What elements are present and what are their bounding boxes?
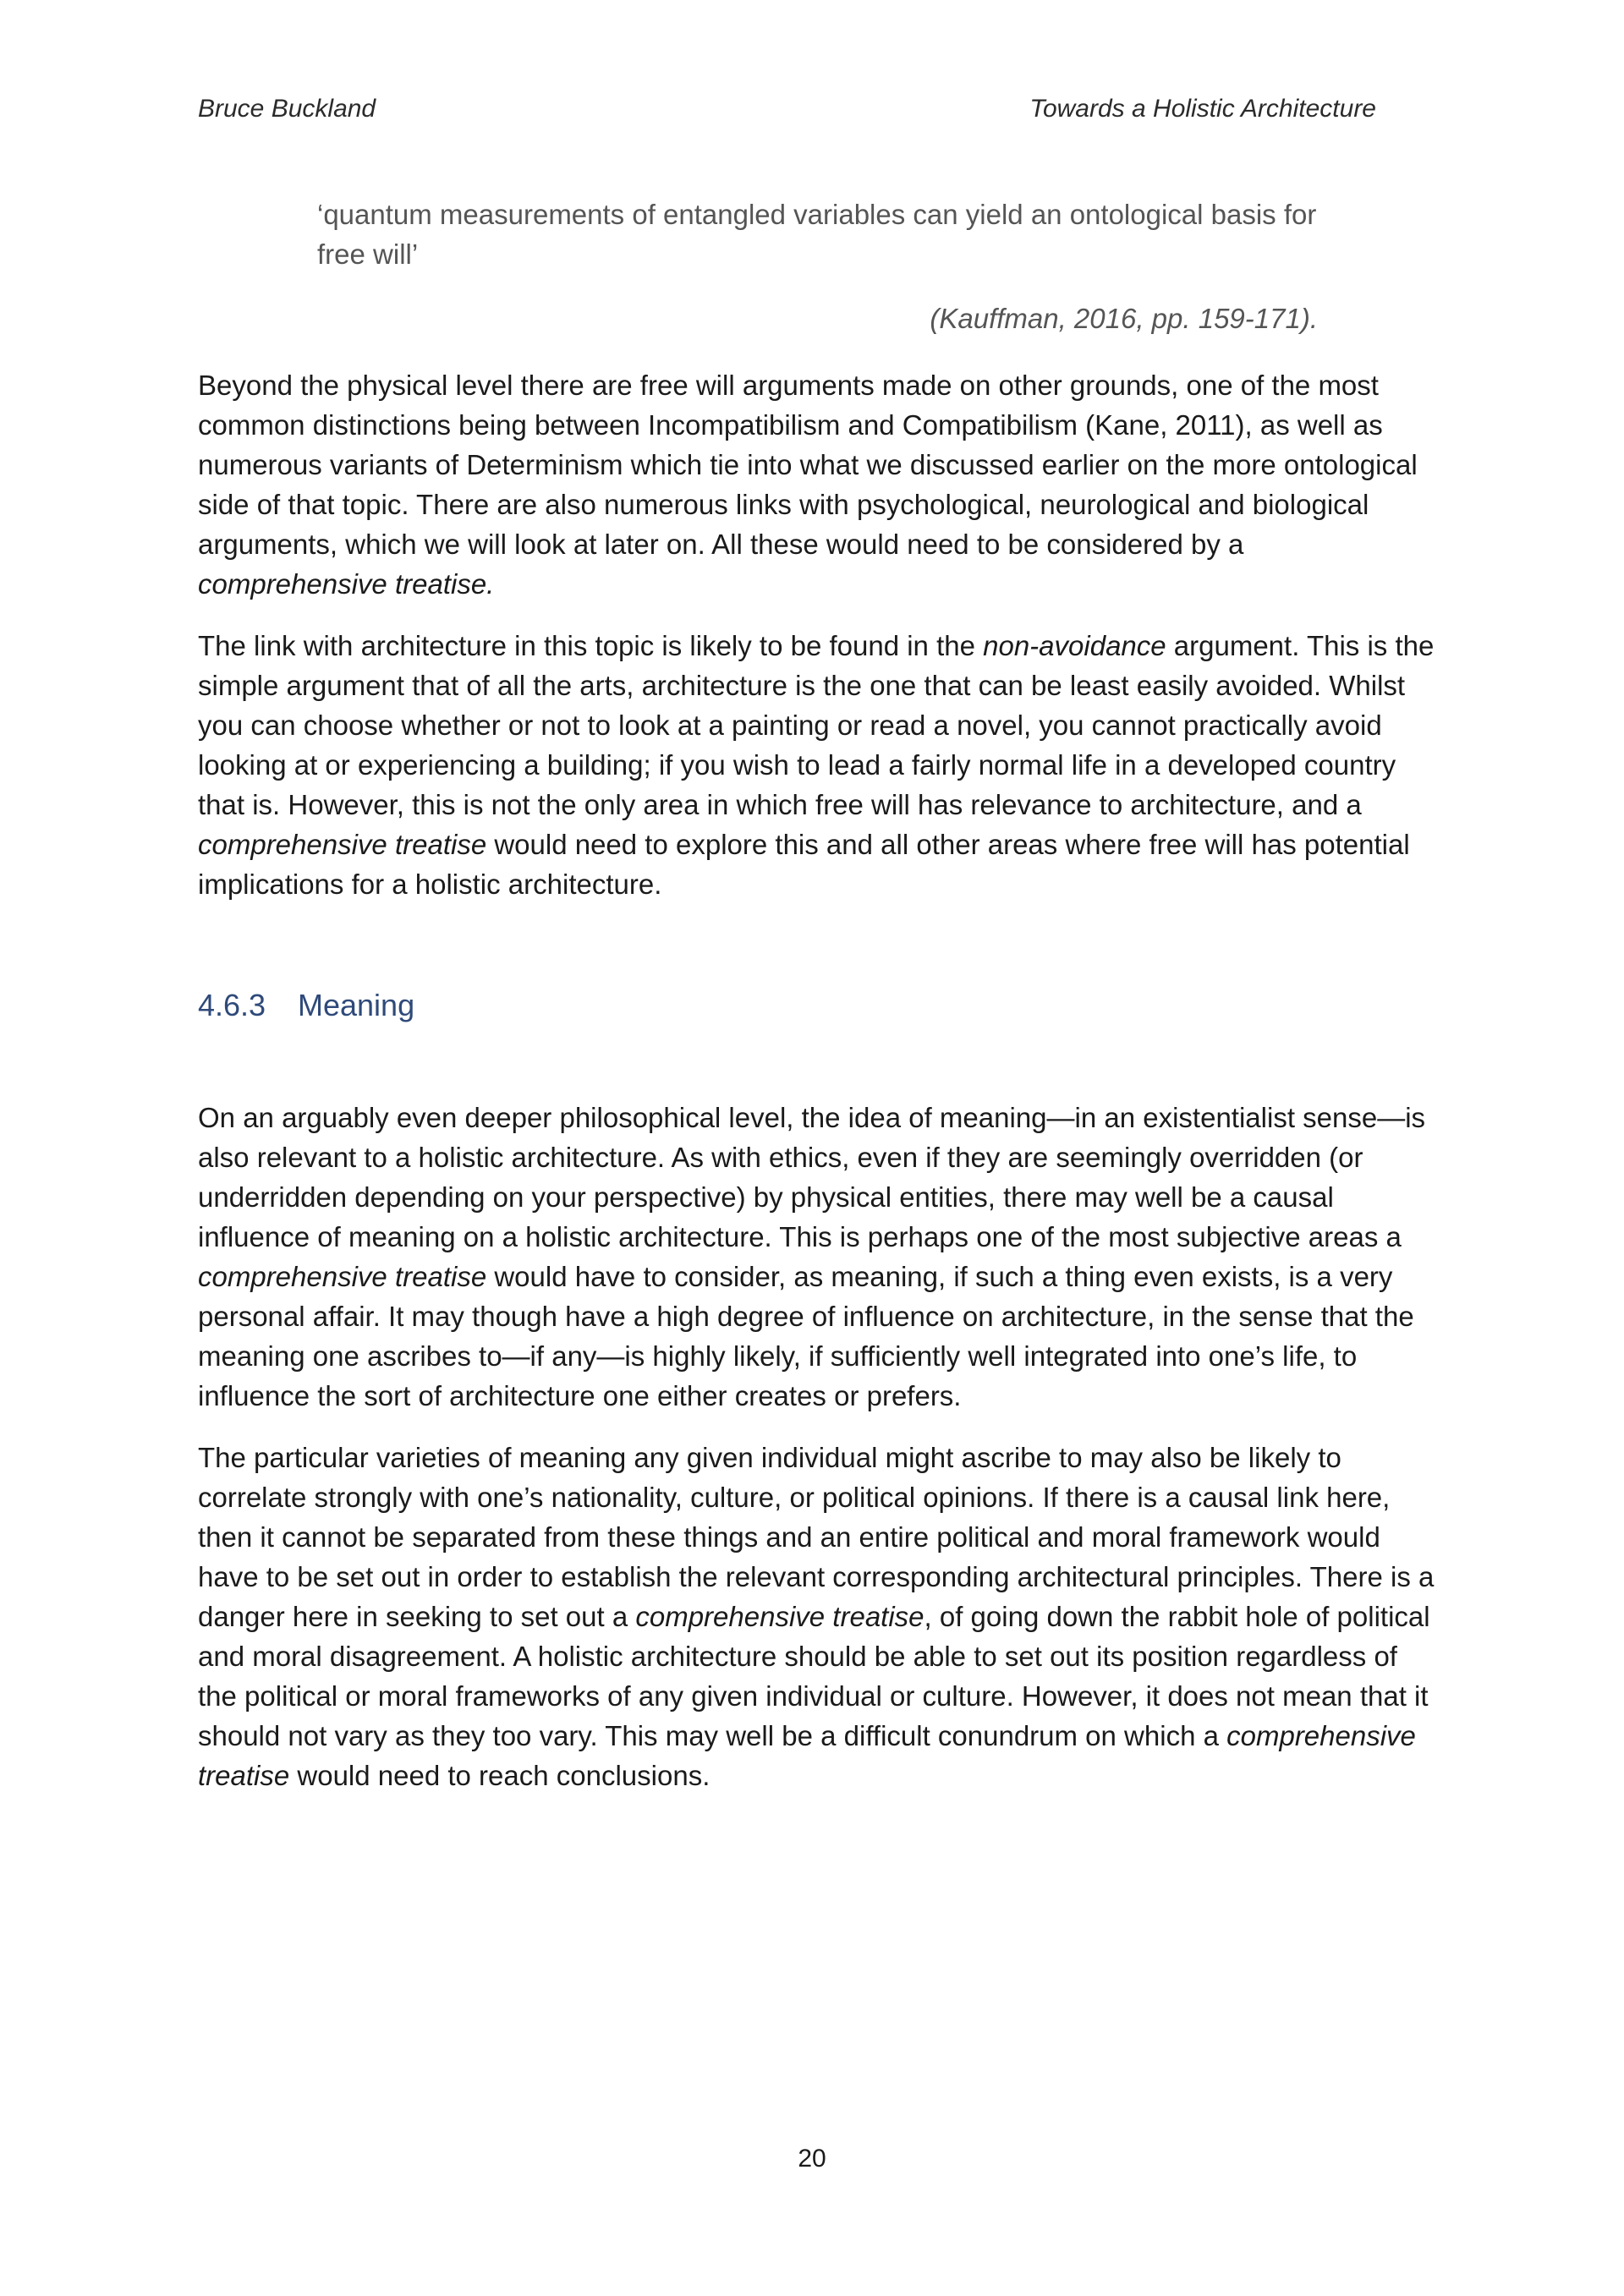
emphasis-text: comprehensive treatise bbox=[635, 1601, 924, 1632]
paragraph-text: would need to explore this and all other areas where free will has potential implications for a holistic architecture. bbox=[198, 829, 1410, 900]
emphasis-text: comprehensive treatise bbox=[198, 829, 487, 860]
paragraph-text: Beyond the physical level there are free will arguments made on other grounds, one of the most common distinctions being between Incompatibilism and Compatibilism (Kane, 2011), as well as numerous variants of Determinism which tie into what we discussed earlier on the more ontological side of that topic. There are also numerous links with psychological, neurological and biological arguments, which we will look at later on. All these would need to be considered by a bbox=[198, 370, 1418, 560]
paragraph-text: would have to consider, as meaning, if such a thing even exists, is a very personal affair. It may though have a high degree of influence on architecture, in the sense that the meaning one ascribes to—if any—is highly likely, if sufficiently well integrated into one’s life, to influence the sort of architecture one either creates or prefers. bbox=[198, 1261, 1414, 1411]
paragraph-non-avoidance bbox=[198, 626, 1440, 904]
running-header-title: Towards a Holistic Architecture bbox=[1029, 95, 1376, 123]
page-number: 20 bbox=[798, 2145, 826, 2173]
section-heading bbox=[198, 988, 414, 1023]
paragraph-meaning bbox=[198, 1098, 1440, 1416]
paragraph-text: The particular varieties of meaning any given individual might ascribe to may also be likely to correlate strongly with one’s nationality, culture, or political opinions. If there is a causal link here, then it cannot be separated from these things and an entire political and moral framework would have to be set out in order to establish the relevant corresponding architectural principles. There is a danger here in seeking to set out a bbox=[198, 1442, 1435, 1632]
paragraph-text: argument. This is the simple argument that of all the arts, architecture is the one that can be least easily avoided. Whilst you can choose whether or not to look at a painting or read a novel, you cannot practically avoid looking at or experiencing a building; if you wish to lead a fairly normal life in a developed country that is. However, this is not the only area in which free will has relevance to architecture, and a bbox=[198, 630, 1435, 820]
emphasis-text: comprehensive treatise bbox=[198, 1720, 1416, 1791]
section-number: 4.6.3 bbox=[198, 988, 266, 1022]
paragraph-text: , of going down the rabbit hole of political and moral disagreement. A holistic architecture should be able to set out its position regardless of the political or moral frameworks of any given individual or culture. However, it does not mean that it should not vary as they too vary. This may well be a difficult conundrum on which a bbox=[198, 1601, 1430, 1751]
quote-citation: (Kauffman, 2016, pp. 159-171). bbox=[930, 303, 1318, 334]
running-header-author: Bruce Buckland bbox=[198, 95, 376, 123]
paragraph-varieties-of-meaning bbox=[198, 1438, 1440, 1795]
emphasis-text: comprehensive treatise bbox=[198, 1261, 487, 1292]
paragraph-text: On an arguably even deeper philosophical level, the idea of meaning—in an existentialist sense—is also relevant to a holistic architecture. As with ethics, even if they are seemingly overridden (or underridden depending on your perspective) by physical entities, there may well be a causal influence of meaning on a holistic architecture. This is perhaps one of the most subjective areas a bbox=[198, 1102, 1426, 1252]
paragraph-text: would need to reach conclusions. bbox=[289, 1760, 710, 1791]
paragraph-text: The link with architecture in this topic is likely to be found in the bbox=[198, 630, 984, 661]
emphasis-text: non-avoidance bbox=[983, 630, 1166, 661]
emphasis-text: comprehensive treatise. bbox=[198, 568, 495, 600]
paragraph-free-will-arguments bbox=[198, 365, 1440, 604]
section-title: Meaning bbox=[298, 988, 415, 1022]
block-quote: ‘quantum measurements of entangled variables can yield an ontological basis for free will’ bbox=[317, 199, 1317, 270]
